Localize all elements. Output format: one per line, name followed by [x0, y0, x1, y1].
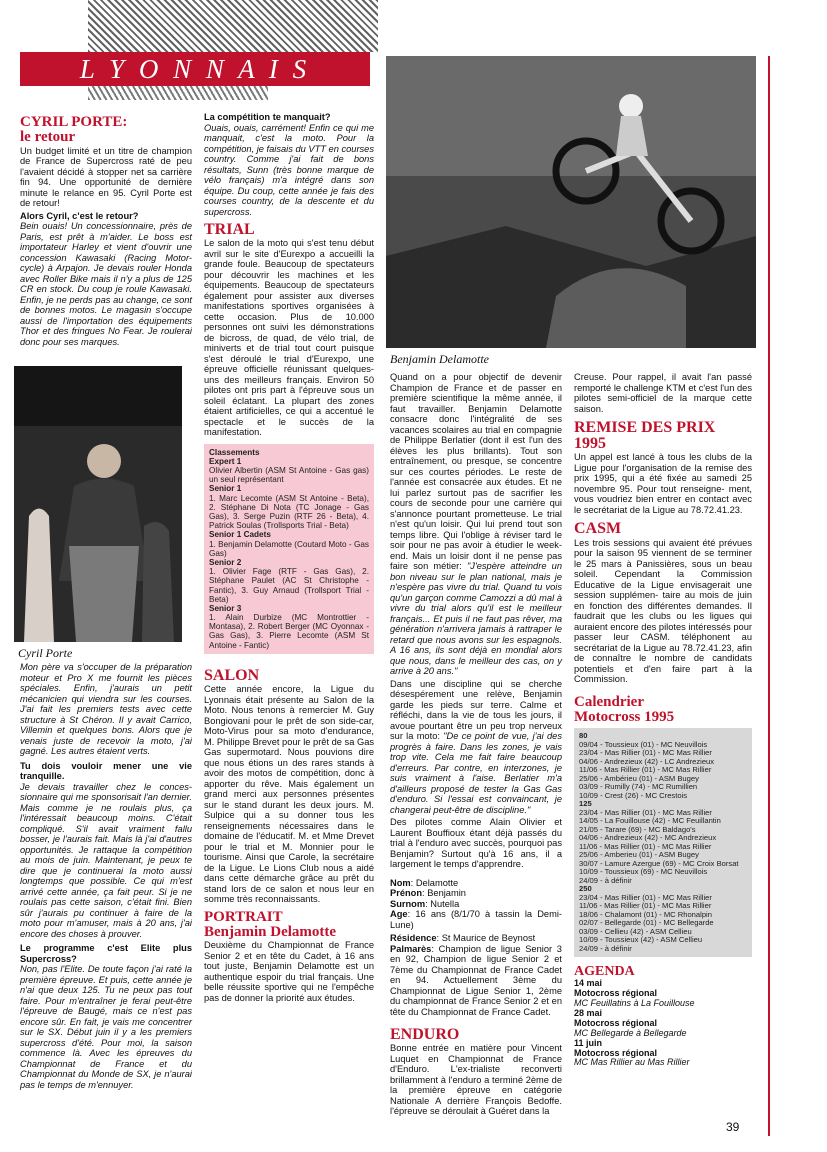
trial-title: TRIAL: [204, 221, 255, 238]
trial-result-1: Expert 1 Olivier Albertin (ASM St Antoine - Gas gas) un seul représentant: [209, 456, 369, 485]
portrait-intro: Deuxième du Championnat de France Senior 2 et en tête du Cadet, à 16 ans tout juste, Benjamin Delamotte est un authentique espoir du trial français. Une belle réussite sportive qui ne l'empêche pas de donner la priorité aux études.: [204, 940, 374, 1003]
calendrier-line: 03/09 - Cellieu (42) - ASM Cellieu: [579, 926, 692, 936]
column-2: [204, 112, 374, 1005]
calendrier-line: 04/06 - Andrezieux (42) - MC Andrezieux: [579, 833, 717, 843]
enduro-text-continued: Creuse. Pour rappel, il avait l'an passé remporté le challenge KTM et c'est l'un des pilotes semi-officiel de la marque cette saison.: [574, 372, 752, 414]
calendrier-line: 250: [579, 884, 592, 894]
calendrier-line: 10/09 - Toussieux (42) - ASM Cellieu: [579, 935, 703, 945]
calendrier-line: 125: [579, 799, 592, 809]
portrait-quote-2: "De ce point de vue, j'ai des progrès à faire. Dans les zones, je vais trop vite. Cela me fait faire beaucoup d'erreurs. Par contre, en interzones, je suis vraiment à l'aise. Berlatier m'a d'ailleurs proposé de tester la Gas Gas d'enduro. Si l'essai est convaincant, je changerai peut-être de discipline.": [390, 731, 562, 815]
calendrier-title: Calendrier: [574, 693, 644, 710]
calendrier-line: 11/06 - Mas Rillier (01) - MC Mas Rillier: [579, 901, 712, 911]
calendrier-line: 14/05 - La Fouillouse (42) - MC Feuillantin: [579, 816, 721, 826]
trial-result-3: Senior 1 Cadets 1. Benjamin Delamotte (Coutard Moto - Gas Gas): [209, 530, 369, 558]
calendrier-line: 30/07 - Lamure Azergue (69) - MC Croix Borsat: [579, 858, 739, 868]
banner-title-bar: [20, 52, 370, 86]
calendrier-line: 23/04 - Mas Rillier (01) - MC Mas Rillier: [579, 807, 712, 817]
portrait-paragraph-2: Dans une discipline qui se cherche désespérement une relève, Benjamin garde les pieds sur terre. Calme et réfléchi, dans la vie de tous les jours, il avoue pourtant être un peu trop nerveux sur la moto: "De ce point de vue, j'ai des progrès à faire. Dans les zones, je vais trop vite. Cela me fait faire beaucoup d'erreurs. Par contre, en interzones, je suis vraiment à l'aise. Berlatier m'a d'ailleurs proposé de tester la Gas Gas d'enduro. Si l'essai est convaincant, je changerai peut-être de discipline.": [390, 678, 562, 815]
banner-pattern: [88, 0, 378, 52]
cyril-answer-4: Ouais, ouais, carrément! Enfin ce qui me manquait, c'est la moto. Pour la compétition, je faisais du VTT en courses country. Comme j'ai fait de bons résultats, Sunn (très bonne marque de vélo français) m'a intégré dans son équipe. Du coup, cette année je fais des courses country, de la descente et du supercross.: [204, 122, 375, 217]
salon-title: SALON: [204, 666, 260, 684]
agenda-item: 14 mai Motocross régional MC Feuillatins à La Fouillouse: [574, 978, 695, 1009]
cyril-question-3: Le programme c'est Elite plus Supercross?: [20, 943, 192, 964]
enduro-text: Bonne entrée en matière pour Vincent Luquet en Championnat de France d'Enduro. L'ex-trialiste reconverti brillamment à l'enduro a terminé 2ème de la première épreuve en catégorie Nationale A derrière François Bedoffe. l'épreuve se déroulait à Guéret dans la: [390, 1043, 562, 1117]
banner-title: L Y O N N A I S: [79, 54, 311, 84]
calendrier-subtitle: Motocross 1995: [574, 708, 675, 725]
cyril-question-2: Tu dois vouloir mener une vie tranquille.: [20, 760, 192, 781]
portrait-fiche: [390, 878, 562, 1018]
trial-text: Le salon de la moto qui s'est tenu début avril sur le site d'Eurexpo a accueilli la grande foule. Beaucoup de spectateurs pour découvrir les machines et les équipements. Beaucoup de spectateurs également pour assister aux diverses manifestations sportives organisées à cette occasion. Plus de 10.000 personnes ont suivi les démonstrations de bicross, de quad, de vélo trial, de miniverts et de trial tout court puisque s'est déroulé le trial d'Eurexpo, une épreuve officielle réunissant quelques-uns des meilleurs français. Environ 50 pilotes ont pris part à l'épreuve sous un soleil éclatant. La plupart des zones étaient artificielles, ce qui a accentué le spectacle et le succès de la manifestation.: [204, 238, 374, 438]
calendrier-line: 10/09 - Toussieux (69) - MC Neuvillois: [579, 867, 708, 877]
calendrier-box: [574, 728, 752, 957]
casm-title: CASM: [574, 520, 622, 538]
cyril-subtitle: le retour: [20, 129, 76, 146]
casm-text: Les trois sessions qui avaient été prévues pour la saison 95 viennent de se terminer le 25 mars à Panissières, sous un beau soleil. Cependant la Commission Educative de la Ligue envisagerait une session supplémen- taire au mois de juin en fonction des différentes demandes. Il faudrait que les clubs ou les ligues qui auraient encore des pilotes intéressés pour passer leur CASM. téléphonent au secrétariat de la Ligue au 78.72.41.23, afin de connaître le nombre de candidats potentiels et d'en faire part à la Commission.: [574, 537, 752, 685]
calendrier-line: 11/06 - Mas Rillier (01) - MC Mas Rillier: [579, 765, 712, 775]
portrait-title: PORTRAIT: [204, 908, 283, 925]
fiche-row: Palmarès: Champion de ligue Senior 3 en 92, Champion de ligue Senior 2 et 7ème du Championnat de France Cadet en 94. Actuellement 3ème du Championnat de Ligue Senior 1, 2ème du championnat de France Senior 2 et en tête du Championnat de France Cadet.: [390, 943, 562, 1017]
column-3: [390, 372, 562, 1119]
fiche-row: Surnom: Nutella: [390, 898, 460, 909]
calendrier-line: 80: [579, 731, 588, 741]
calendrier-line: 25/06 - Amberieu (01) - ASM Bugey: [579, 850, 699, 860]
trial-result-0: Classements: [209, 447, 260, 457]
portrait-paragraph-3: Des pilotes comme Alain Olivier et Laurent Bouffioux étant déjà passés du trial à l'enduro avec succès, pourquoi pas Benjamin? Surtout qu'à 16 ans, il a largement le temps d'apprendre.: [390, 817, 562, 869]
cyril-answer-3: Non, pas l'Elite. De toute façon j'ai raté la première épreuve. Et puis, cette année je n'ai que deux 125. Tu ne peux pas tout faire. Pour m'entraîner je ferai peut-être l'épreuve de Baugé, mais ce n'est pas encore sûr. En fait, je vais me concentrer sur le SX. Début juin il y a les premiers supercross d'été. Pour moi, la saison commence là. Avec les épreuves du Championnat de France et du Championnat du Monde de SX, je n'aurai pas le temps de m'ennuyer.: [20, 964, 192, 1090]
agenda-item: 11 juin Motocross régional MC Mas Rillier au Mas Rillier: [574, 1037, 690, 1068]
fiche-row: Prénon: Benjamin: [390, 888, 466, 898]
salon-text: Cette année encore, la Ligue du Lyonnais était présente au Salon de la Moto. Nous tenons à remercier M. Guy Bongiovani pour le prêt de son side-car, Moto-Virus pour sa moto d'endurance, M. Philippe Brevet pour le prêt de sa Gas Gas supermotard. Nous pouvions dire que nous étions un des rares stands à avoir des motos de compétition, donc à apporter du rêve. Mais également un grand merci aux personnes présentes sur le stand durant les deux jours. M. Sulpice qui a su donner tous les renseignements nécessaires dans le domaine de l'éducatif. M. et Mme Drevet pour le trial et M. Monnier pour le tourisme. Ainsi que Carole, la secrétaire de la Ligue. Le Lions Club nous a aidé dans cette démarche grâce au prêt du stand lors de ce salon et nous leur en somme très reconnaissants.: [204, 684, 375, 904]
cyril-photo-caption: Cyril Porte: [18, 646, 73, 660]
cyril-answer-1: Bein ouais! Un concessionnaire, près de Paris, est prêt à m'aider. Le boss est importateur Harley et vient d'ouvrir une concession Kawasaki (Racing Motor- cycle) à Arpajon. Je devais rouler Honda avec Roller Bike mais il n'y a plus de 125 CR en stock. Du coup je roule Kawasaki. Enfin, je ne perds pas au change, ce sont de bonnes motos. Le magasin s'occupe aussi de l'importation des équipements Thor et des fringues No Fear. Je roulerai donc pour ses marques.: [20, 221, 192, 347]
cyril-porte-photo: [14, 366, 182, 642]
remise-subtitle: 1995: [574, 435, 606, 453]
calendrier-line: 18/06 - Chalamont (01) - MC Rhonalpin: [579, 909, 712, 919]
trial-result-5: Senior 3 1. Alain Durbize (MC Montrottier - Montasa), 2. Robert Berger (MC Oyonnax - Gas Gas), 3. Pierre Lecomte (ASM St Antoine - Fantic): [209, 603, 369, 650]
page-number: 39: [726, 1120, 740, 1134]
portrait-quote-1: "J'espère atteindre un bon niveau sur le plan national, mais je n'espère pas vivre du trial. Quand tu vois qu'un garçon comme Camozzi a dû mal à vivre du trial alors qu'il est le meilleur français... Et puis il ne faut pas rêver, ma génération n'arrivera jamais à rattraper le retard que nous avons sur les espagnols. A 16 ans, ils sont déjà en mondial alors que nous, dans le meilleur des cas, on y arrive à 20 ans.": [390, 561, 562, 676]
calendrier-line: 04/06 - Andrezieux (42) - LC Andrezieux: [579, 756, 715, 766]
banner-pattern-bottom: [88, 86, 268, 100]
enduro-title: ENDURO: [390, 1026, 460, 1043]
cyril-intro: Un budget limité et un titre de champion de France de Supercross raté de peu l'avaient décidé à stopper net sa carrière fin 94. Une opportunité de dernière minute le relance en 95. Cyril Porte est de retour!: [20, 145, 192, 208]
calendrier-line: 24/09 - à définir: [579, 875, 632, 885]
calendrier-line: 09/04 - Toussieux (01) - MC Neuvillois: [579, 739, 708, 749]
portrait-paragraph-1: Quand on a pour objectif de devenir Champion de France et de passer en première scientifique la même année, il faut travailler. Benjamin Delamotte consacre donc l'intégralité de ses vacances scolaires au trial en compagnie de Philippe Berlatier (dont il est l'un des élèves les plus brillants). Tout son entraînement, ou presque, se concentre sur ces courtes périodes. Le reste de l'année est consacrée aux études. Et ne lui parlez surtout pas de sacrifier les cours de seconde pour une carrière qui s'annonce pourtant prometteuse. Le trial n'est qu'un loisir. Qui lui prend tout son temps libre. Qui l'oblige à réviser tard le soir pour ne pas avoir à étudier le week-end. Mais un loisir dont il ne pense pas faire son métier: "J'espère atteindre un bon niveau sur le plan national, mais je n'espère pas vivre du trial. Quand tu vois qu'un garçon comme Camozzi a dû mal à vivre du trial alors qu'il est le meilleur français... Et puis il ne faut pas rêver, ma génération n'arrivera jamais à rattraper le retard que nous avons sur les espagnols. A 16 ans, ils sont déjà en mondial alors que nous, dans le meilleur des cas, on y arrive à 20 ans.": [390, 372, 562, 676]
calendrier-line: 21/05 - Tarare (69) - MC Baldago's: [579, 824, 696, 834]
cyril-interview-column: [20, 662, 192, 1092]
right-border-line: [768, 56, 770, 1136]
calendrier-line: 23/04 - Mas Rillier (01) - MC Mas Rillier: [579, 892, 712, 902]
fiche-row: Nom: Delamotte: [390, 877, 459, 888]
trial-result-2: Senior 1 1. Marc Lecomte (ASM St Antoine - Beta), 2. Stéphane Di Nota (TC Jonage - Gas Gas), 3. Serge Puzin (RTF 26 - Beta), 4. Patrick Soulas (Trollsports Trial - Beta): [209, 484, 369, 531]
cyril-answer-1b: Mon père va s'occuper de la préparation moteur et Pro X me fournit les pièces spéciales. Enfin, j'aurais un petit mécanicien qui viendra sur les courses. J'ai fait les premiers tests avec cette structure à St Chéron. Il y avait Carrico, Villemin et quelques bons. Alors que je venais juste de recevoir la moto, j'ai gagné. Les autres étaient verts.: [20, 662, 192, 756]
calendrier-line: 25/06 - Ambérieu (01) - ASM Bugey: [579, 773, 699, 783]
cyril-question-4: La compétition te manquait?: [204, 112, 331, 122]
remise-title: REMISE DES PRIX: [574, 419, 716, 436]
benjamin-photo-caption: Benjamin Delamotte: [390, 352, 489, 366]
calendrier-line: 03/09 - Rumilly (74) - MC Rumillien: [579, 782, 698, 792]
fiche-row: Résidence: St Maurice de Beynost: [390, 933, 536, 943]
cyril-answer-2: Je devais travailler chez le conces- sionnaire qui me sponsorisait l'an dernier. Mais comme je ne roulais plus, ça l'intéressait beaucoup moins. C'était compliqué. S'il avait vraiment fallu bosser, je l'aurais fait. Mais là j'ai d'autres opportunités. Je rattaque la compétition au mois de juin. Maintenant, je peux te dire que je continuerai la moto aussi longtemps que possible. Ce qui m'est arrivé cette année, ça fait peur. Si je ne roulais pas cette saison, c'était fini. Bien sûr j'aurais pu continuer à faire de la moto pour m'amuser, mais à 20 ans, j'ai encore des choses à prouver.: [20, 781, 192, 939]
fiche-row: Age: 16 ans (8/1/70 à tassin la Demi-Lune): [390, 909, 562, 930]
calendrier-line: 24/09 - à définir: [579, 943, 632, 953]
remise-text: Un appel est lancé à tous les clubs de la Ligue pour l'organisation de la remise des prix 1995, qui a été fixée au samedi 25 novembre 95. Pour tout renseigne- ment, vous voudriez bien entrer en contact avec le secrétariat de la Ligue au 78.72.41.23.: [574, 452, 752, 515]
trial-results-box: [204, 444, 374, 654]
agenda-title: AGENDA: [574, 964, 635, 980]
agenda-list: [574, 979, 752, 1068]
portrait-subtitle: Benjamin Delamotte: [204, 923, 337, 940]
trial-result-4: Senior 2 1. Olivier Fage (RTF - Gas Gas), 2. Stéphane Paulet (AC St Christophe - Fantic), 3. Guy Arnaud (Trollsport Trial - Beta): [209, 557, 369, 604]
calendrier-line: 23/04 - Mas Rillier (01) - MC Mas Rillier: [579, 748, 712, 758]
benjamin-delamotte-photo: [386, 56, 756, 348]
cyril-title: CYRIL PORTE:: [20, 114, 128, 130]
cyril-intro-column: [20, 112, 192, 349]
calendrier-line: 10/09 - Crest (26) - MC Crestois: [579, 790, 688, 800]
column-4: [574, 372, 752, 1068]
calendrier-line: 02/07 - Bellegarde (01) - MC Bellegarde: [579, 918, 714, 928]
calendrier-line: 11/06 - Mas Rillier (01) - MC Mas Rillier: [579, 841, 712, 851]
agenda-item: 28 mai Motocross régional MC Bellegarde à Bellegarde: [574, 1008, 687, 1038]
cyril-question-1: Alors Cyril, c'est le retour?: [20, 210, 139, 221]
